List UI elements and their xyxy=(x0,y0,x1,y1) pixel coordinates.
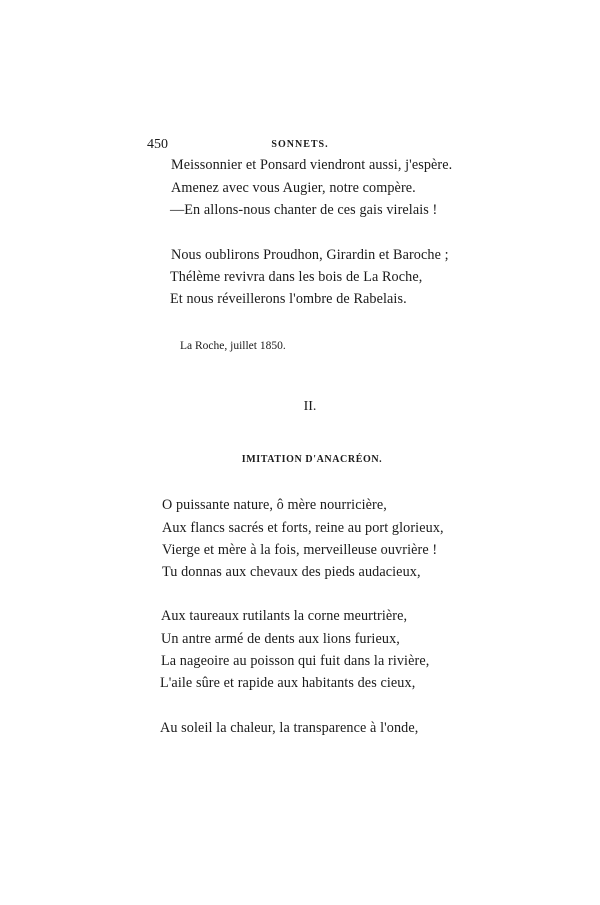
verse-line: Meissonnier et Ponsard viendront aussi, j'espère. xyxy=(171,157,453,173)
page-number: 450 xyxy=(147,137,168,152)
verse-line: Un antre armé de dents aux lions furieux, xyxy=(161,631,400,647)
verse-line: Et nous réveillerons l'ombre de Rabelais. xyxy=(170,291,407,307)
verse-line: Vierge et mère à la fois, merveilleuse ouvrière ! xyxy=(162,542,438,558)
verse-line: O puissante nature, ô mère nourricière, xyxy=(162,497,387,513)
verse-line: Aux flancs sacrés et forts, reine au port glorieux, xyxy=(162,520,444,536)
verse-line: Amenez avec vous Augier, notre compère. xyxy=(171,180,416,196)
verse-line: Au soleil la chaleur, la transparence à l'onde, xyxy=(160,720,419,736)
verse-line: Nous oublirons Proudhon, Girardin et Baroche ; xyxy=(171,247,449,263)
section-title: IMITATION D'ANACRÉON. xyxy=(241,454,383,465)
verse-line: —En allons-nous chanter de ces gais virelais ! xyxy=(170,202,438,218)
running-title: SONNETS. xyxy=(271,139,329,150)
verse-line: Thélème revivra dans les bois de La Roche, xyxy=(170,269,423,285)
verse-line: La nageoire au poisson qui fuit dans la rivière, xyxy=(161,653,430,669)
verse-line: Tu donnas aux chevaux des pieds audacieux, xyxy=(162,564,421,580)
section-number: II. xyxy=(303,399,317,414)
verse-line: L'aile sûre et rapide aux habitants des cieux, xyxy=(160,675,416,691)
verse-line: Aux taureaux rutilants la corne meurtrière, xyxy=(161,608,408,624)
dateline: La Roche, juillet 1850. xyxy=(180,340,286,352)
